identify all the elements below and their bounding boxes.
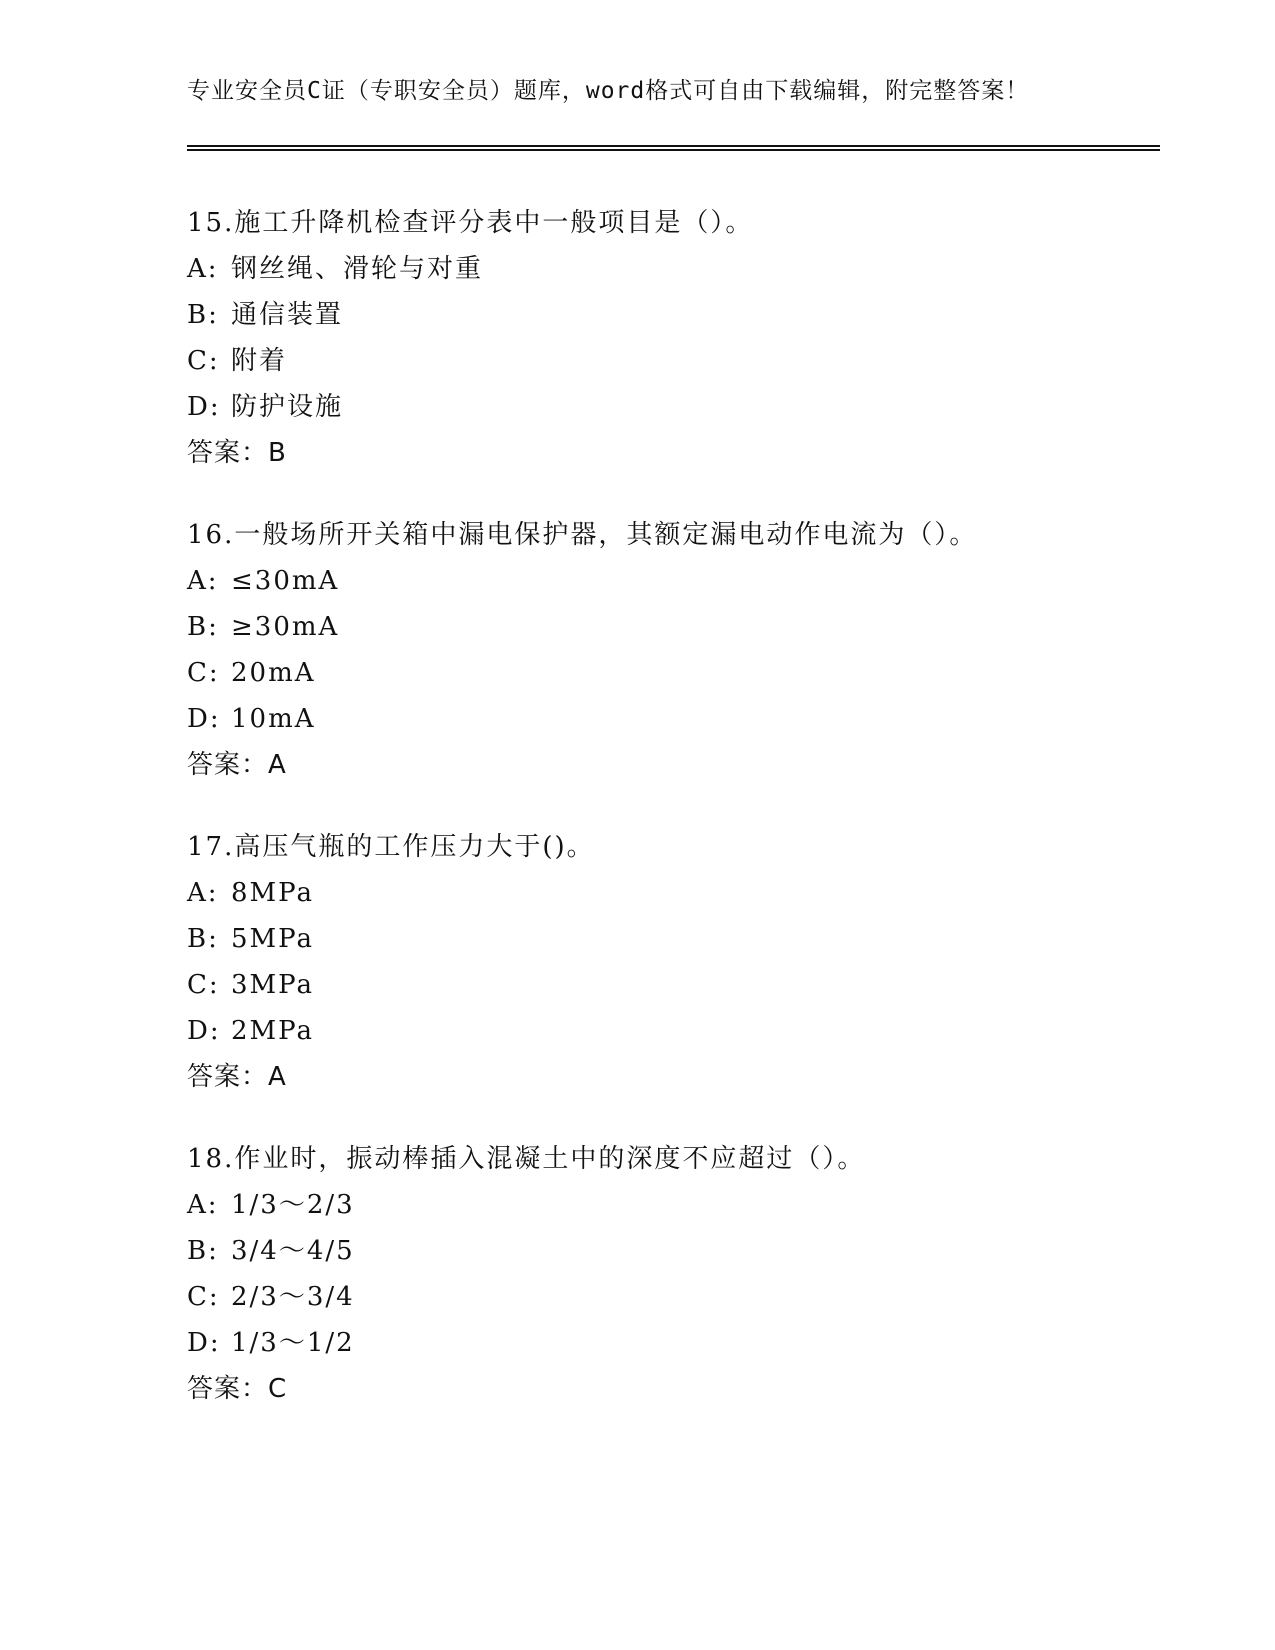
option-a <box>187 870 1167 916</box>
option-a <box>187 558 1167 604</box>
option-letter: A: <box>187 566 219 596</box>
answer-line <box>187 430 1167 476</box>
option-a <box>187 246 1167 292</box>
option-text: ≥30mA <box>231 612 340 642</box>
option-letter: D: <box>187 1328 221 1358</box>
question-15 <box>187 200 1167 476</box>
option-letter: C: <box>187 970 220 1000</box>
option-c <box>187 962 1167 1008</box>
answer-value: B <box>268 438 287 468</box>
option-b <box>187 292 1167 338</box>
option-text: 1/3～1/2 <box>231 1328 355 1358</box>
question-16 <box>187 512 1167 788</box>
answer-value: A <box>268 1062 287 1092</box>
answer-value: A <box>268 750 287 780</box>
answer-label: 答案： <box>187 750 269 780</box>
option-text: 1/3～2/3 <box>231 1190 355 1220</box>
option-d <box>187 1008 1167 1054</box>
option-letter: C: <box>187 658 220 688</box>
option-text: 2MPa <box>231 1016 314 1046</box>
question-stem: 18.作业时，振动棒插入混凝土中的深度不应超过（）。 <box>187 1144 866 1174</box>
option-letter: C: <box>187 346 220 376</box>
option-text: 5MPa <box>231 924 314 954</box>
option-c <box>187 338 1167 384</box>
option-letter: C: <box>187 1282 220 1312</box>
option-a <box>187 1182 1167 1228</box>
answer-label: 答案： <box>187 438 269 468</box>
option-text: 2/3～3/4 <box>231 1282 355 1312</box>
option-d <box>187 384 1167 430</box>
page-header: 专业安全员C证（专职安全员）题库，word格式可自由下载编辑，附完整答案！ <box>187 78 1030 104</box>
option-letter: B: <box>187 1236 219 1266</box>
option-letter: A: <box>187 1190 219 1220</box>
option-text: 3/4～4/5 <box>231 1236 355 1266</box>
header-divider <box>187 145 1160 151</box>
option-text: 20mA <box>231 658 316 688</box>
option-text: ≤30mA <box>231 566 340 596</box>
option-letter: B: <box>187 924 219 954</box>
question-stem: 16.一般场所开关箱中漏电保护器，其额定漏电动作电流为（）。 <box>187 520 978 550</box>
answer-label: 答案： <box>187 1062 269 1092</box>
option-letter: B: <box>187 300 219 330</box>
option-b <box>187 1228 1167 1274</box>
question-stem: 17.高压气瓶的工作压力大于()。 <box>187 832 595 862</box>
answer-line <box>187 1054 1167 1100</box>
option-text: 防护设施 <box>231 392 344 422</box>
question-17 <box>187 824 1167 1100</box>
option-letter: D: <box>187 1016 221 1046</box>
option-c <box>187 650 1167 696</box>
option-d <box>187 696 1167 742</box>
option-letter: A: <box>187 878 219 908</box>
option-d <box>187 1320 1167 1366</box>
option-c <box>187 1274 1167 1320</box>
option-letter: B: <box>187 612 219 642</box>
option-text: 3MPa <box>231 970 314 1000</box>
answer-line <box>187 742 1167 788</box>
question-18 <box>187 1136 1167 1412</box>
option-b <box>187 916 1167 962</box>
answer-line <box>187 1366 1167 1412</box>
answer-value: C <box>268 1374 288 1404</box>
option-b <box>187 604 1167 650</box>
answer-label: 答案： <box>187 1374 269 1404</box>
option-text: 附着 <box>231 346 288 376</box>
option-text: 8MPa <box>231 878 314 908</box>
option-text: 10mA <box>231 704 316 734</box>
option-letter: D: <box>187 704 221 734</box>
option-text: 通信装置 <box>231 300 344 330</box>
option-text: 钢丝绳、滑轮与对重 <box>231 254 484 284</box>
option-letter: A: <box>187 254 219 284</box>
question-stem: 15.施工升降机检查评分表中一般项目是（）。 <box>187 208 754 238</box>
question-list <box>187 200 1167 1448</box>
option-letter: D: <box>187 392 221 422</box>
